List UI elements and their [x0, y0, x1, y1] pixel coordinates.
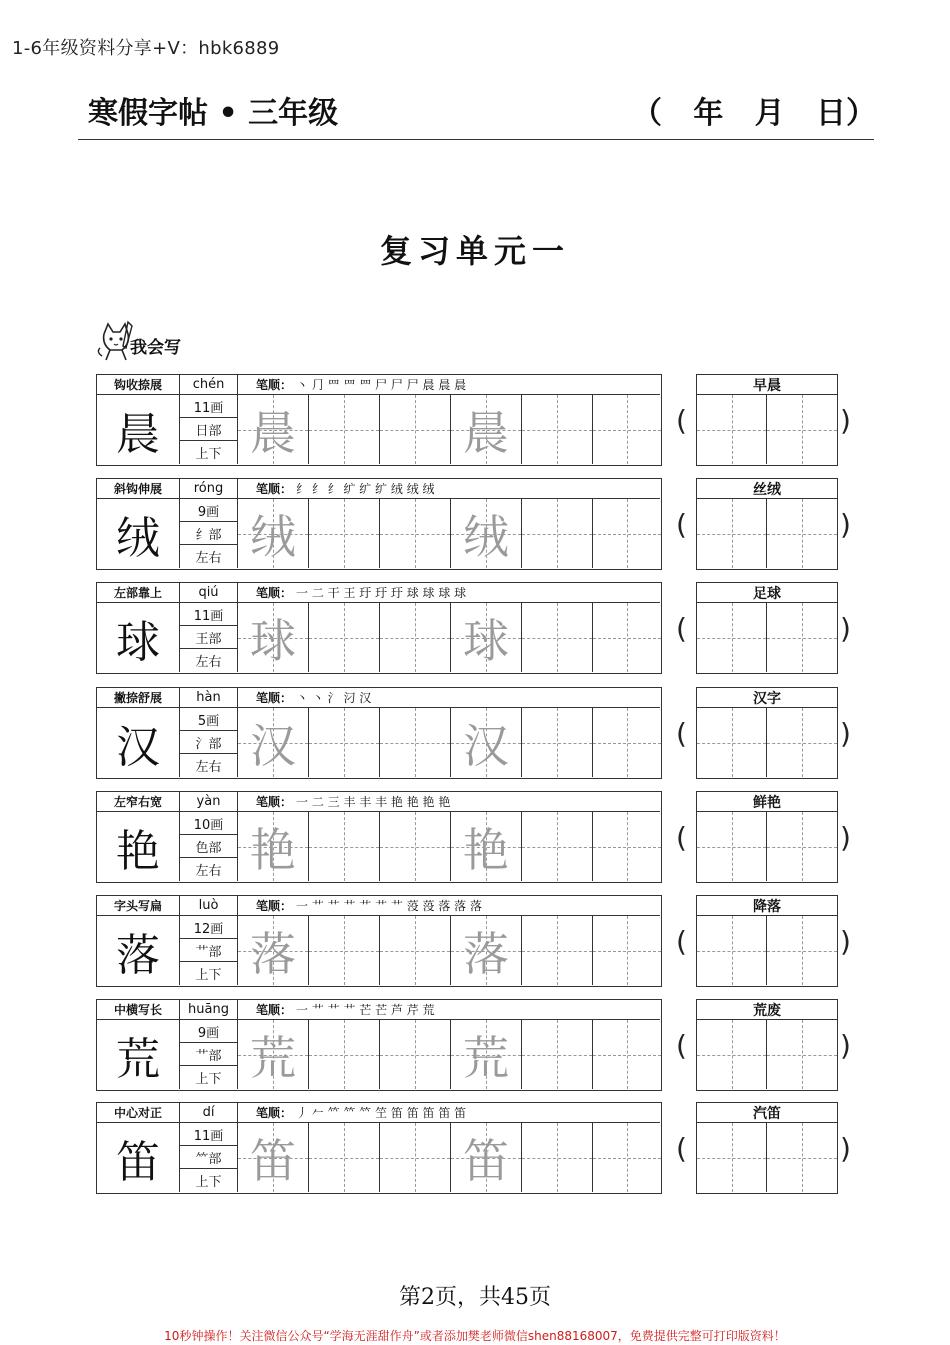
stroke-sequence: 丶 ⺆ 罒 罒 罒 尸 尸 尸 晨 晨 晨 [296, 378, 467, 392]
writing-square[interactable] [309, 812, 380, 881]
practice-row [96, 791, 856, 883]
big-char: 笛 [97, 1123, 180, 1192]
writing-square[interactable] [380, 395, 451, 464]
char-card [96, 791, 662, 883]
writing-square[interactable] [451, 708, 522, 777]
writing-square[interactable] [451, 1123, 522, 1192]
trace-char: 艳 [463, 822, 509, 877]
stroke-sequence: 一 艹 艹 艹 芒 芒 芦 芹 荒 [296, 1003, 435, 1017]
big-char: 球 [97, 603, 180, 672]
word-box [696, 478, 838, 570]
writing-square[interactable] [451, 916, 522, 985]
radical: 艹部 [180, 1043, 238, 1066]
word-writing-square[interactable] [697, 812, 767, 881]
structure: 左右 [180, 858, 238, 881]
big-char: 绒 [97, 499, 180, 568]
stroke-order [238, 1103, 660, 1123]
trace-char: 笛 [250, 1133, 296, 1188]
stroke-count: 11画 [180, 395, 238, 418]
word-writing-square[interactable] [697, 395, 767, 464]
pinyin: chén [180, 375, 238, 395]
writing-tip: 中横写长 [97, 1000, 180, 1020]
writing-square[interactable] [309, 1020, 380, 1089]
char-card [96, 1102, 662, 1194]
stroke-prefix: 笔顺： [256, 482, 293, 496]
radical: 日部 [180, 418, 238, 441]
writing-square[interactable] [309, 708, 380, 777]
trace-char: 球 [250, 613, 296, 668]
word-label: 荒废 [697, 1000, 837, 1020]
trace-char: 荒 [250, 1030, 296, 1085]
stroke-sequence: 丿 𠂉 𥫗 𥫗 𥫗 笁 笛 笛 笛 笛 笛 [296, 1106, 467, 1120]
writing-tip: 左窄右宽 [97, 792, 180, 812]
word-box [696, 1102, 838, 1194]
word-label: 降落 [697, 896, 837, 916]
stroke-order [238, 688, 660, 708]
stroke-count: 9画 [180, 499, 238, 522]
trace-char: 绒 [250, 509, 296, 564]
pinyin: hàn [180, 688, 238, 708]
word-box [696, 374, 838, 466]
radical: ⺮部 [180, 1146, 238, 1169]
word-box [696, 687, 838, 779]
stroke-prefix: 笔顺： [256, 1106, 293, 1120]
trace-char: 笛 [463, 1133, 509, 1188]
word-writing-square[interactable] [767, 603, 837, 672]
writing-square[interactable] [451, 603, 522, 672]
trace-char: 晨 [463, 405, 509, 460]
writing-tip: 中心对正 [97, 1103, 180, 1123]
writing-square[interactable] [522, 395, 593, 464]
writing-square[interactable] [238, 499, 309, 568]
stroke-sequence: 一 艹 艹 艹 艹 艹 艹 莈 莈 落 落 落 [296, 899, 482, 913]
trace-char: 晨 [250, 405, 296, 460]
word-box [696, 582, 838, 674]
practice-row [96, 374, 856, 466]
structure: 上下 [180, 1169, 238, 1192]
stroke-count: 10画 [180, 812, 238, 835]
paren-close: ) [840, 1132, 851, 1165]
writing-square[interactable] [238, 395, 309, 464]
writing-square[interactable] [238, 916, 309, 985]
structure: 左右 [180, 754, 238, 777]
trace-char: 荒 [463, 1030, 509, 1085]
big-char: 荒 [97, 1020, 180, 1089]
writing-square[interactable] [238, 812, 309, 881]
writing-square[interactable] [238, 1020, 309, 1089]
char-card [96, 582, 662, 674]
paren-open: ( [676, 1029, 687, 1062]
writing-square[interactable] [522, 916, 593, 985]
writing-square[interactable] [309, 395, 380, 464]
stroke-prefix: 笔顺： [256, 899, 293, 913]
practice-row [96, 1102, 856, 1194]
stroke-prefix: 笔顺： [256, 378, 293, 392]
word-box [696, 999, 838, 1091]
writing-square[interactable] [522, 1123, 593, 1192]
section-title: 复习单元一 [379, 232, 570, 270]
paren-open: ( [676, 717, 687, 750]
writing-square[interactable] [380, 603, 451, 672]
writing-tip: 字头写扁 [97, 896, 180, 916]
trace-char: 艳 [250, 822, 296, 877]
iwrite-label: 我会写 [130, 338, 181, 358]
word-writing-square[interactable] [767, 708, 837, 777]
paren-close: ) [840, 612, 851, 645]
paren-close: ) [840, 925, 851, 958]
writing-square[interactable] [451, 1020, 522, 1089]
writing-square[interactable] [309, 916, 380, 985]
practice-row [96, 478, 856, 570]
word-writing-square[interactable] [767, 1020, 837, 1089]
stroke-prefix: 笔顺： [256, 691, 293, 705]
word-writing-square[interactable] [697, 916, 767, 985]
trace-char: 汉 [463, 718, 509, 773]
word-writing-square[interactable] [697, 499, 767, 568]
pinyin: dí [180, 1103, 238, 1123]
stroke-sequence: 丶 丶 氵 汈 汉 [296, 691, 372, 705]
pinyin: yàn [180, 792, 238, 812]
word-box [696, 791, 838, 883]
big-char: 落 [97, 916, 180, 985]
trace-char: 汉 [250, 718, 296, 773]
writing-square[interactable] [522, 1020, 593, 1089]
word-writing-square[interactable] [697, 1020, 767, 1089]
writing-square[interactable] [593, 1020, 661, 1089]
practice-row [96, 582, 856, 674]
word-writing-square[interactable] [767, 812, 837, 881]
writing-tip: 钩收捺展 [97, 375, 180, 395]
stroke-order [238, 792, 660, 812]
writing-square[interactable] [380, 1123, 451, 1192]
paren-close: ) [840, 821, 851, 854]
paren-close: ) [840, 508, 851, 541]
writing-tip: 斜钩伸展 [97, 479, 180, 499]
char-card [96, 374, 662, 466]
paren-close: ) [840, 717, 851, 750]
writing-square[interactable] [380, 916, 451, 985]
writing-square[interactable] [593, 916, 661, 985]
stroke-prefix: 笔顺： [256, 795, 293, 809]
practice-row [96, 999, 856, 1091]
pinyin: róng [180, 479, 238, 499]
stroke-sequence: 一 二 三 丰 丰 丰 艳 艳 艳 艳 [296, 795, 451, 809]
stroke-prefix: 笔顺： [256, 1003, 293, 1017]
word-writing-square[interactable] [697, 603, 767, 672]
paren-close: ) [840, 1029, 851, 1062]
writing-square[interactable] [522, 708, 593, 777]
paren-close: ) [840, 404, 851, 437]
practice-row [96, 687, 856, 779]
writing-square[interactable] [380, 1020, 451, 1089]
pinyin: huāng [180, 1000, 238, 1020]
structure: 上下 [180, 1066, 238, 1089]
pinyin: luò [180, 896, 238, 916]
structure: 左右 [180, 545, 238, 568]
radical: 氵部 [180, 731, 238, 754]
stroke-count: 5画 [180, 708, 238, 731]
watermark-top: 1-6年级资料分享+V：hbk6889 [12, 38, 280, 59]
stroke-sequence: 一 二 干 王 玗 玗 玗 球 球 球 球 [296, 586, 467, 600]
header-title: 寒假字帖 • 三年级 [88, 96, 339, 131]
radical: 王部 [180, 626, 238, 649]
word-writing-square[interactable] [767, 395, 837, 464]
footer-note: 10秒钟操作！关注微信公众号“学海无涯甜作舟”或者添加樊老师微信shen88168007，免费提供完整可打印版资料！ [164, 1329, 786, 1343]
writing-square[interactable] [238, 1123, 309, 1192]
big-char: 艳 [97, 812, 180, 881]
writing-square[interactable] [451, 395, 522, 464]
writing-square[interactable] [593, 812, 661, 881]
stroke-prefix: 笔顺： [256, 586, 293, 600]
word-label: 鲜艳 [697, 792, 837, 812]
writing-square[interactable] [380, 708, 451, 777]
writing-square[interactable] [593, 499, 661, 568]
writing-square[interactable] [593, 1123, 661, 1192]
word-box [696, 895, 838, 987]
writing-square[interactable] [451, 812, 522, 881]
word-writing-square[interactable] [697, 708, 767, 777]
stroke-count: 11画 [180, 603, 238, 626]
writing-square[interactable] [522, 812, 593, 881]
paren-open: ( [676, 821, 687, 854]
page-number: 第2页，共45页 [399, 1285, 551, 1310]
stroke-sequence: 纟 纟 纟 纩 纩 纩 绒 绒 绒 [296, 482, 435, 496]
trace-char: 落 [250, 926, 296, 981]
word-label: 汉字 [697, 688, 837, 708]
word-label: 早晨 [697, 375, 837, 395]
iwrite-heading [96, 316, 181, 362]
writing-square[interactable] [593, 603, 661, 672]
word-writing-square[interactable] [767, 1123, 837, 1192]
writing-square[interactable] [593, 395, 661, 464]
writing-square[interactable] [522, 603, 593, 672]
stroke-order [238, 375, 660, 395]
writing-square[interactable] [380, 812, 451, 881]
header-date: （ 年 月 日） [632, 96, 876, 131]
trace-char: 球 [463, 613, 509, 668]
stroke-count: 12画 [180, 916, 238, 939]
writing-square[interactable] [380, 499, 451, 568]
word-writing-square[interactable] [767, 499, 837, 568]
header-rule [78, 139, 874, 140]
char-card [96, 478, 662, 570]
radical: 纟部 [180, 522, 238, 545]
trace-char: 落 [463, 926, 509, 981]
word-writing-square[interactable] [767, 916, 837, 985]
word-label: 丝绒 [697, 479, 837, 499]
writing-square[interactable] [238, 708, 309, 777]
writing-square[interactable] [451, 499, 522, 568]
paren-open: ( [676, 508, 687, 541]
structure: 左右 [180, 649, 238, 672]
word-label: 汽笛 [697, 1103, 837, 1123]
practice-row [96, 895, 856, 987]
big-char: 晨 [97, 395, 180, 464]
trace-char: 绒 [463, 509, 509, 564]
word-label: 足球 [697, 583, 837, 603]
structure: 上下 [180, 962, 238, 985]
writing-square[interactable] [309, 499, 380, 568]
writing-square[interactable] [238, 603, 309, 672]
stroke-order [238, 896, 660, 916]
stroke-order [238, 583, 660, 603]
radical: 艹部 [180, 939, 238, 962]
char-card [96, 687, 662, 779]
writing-square[interactable] [522, 499, 593, 568]
big-char: 汉 [97, 708, 180, 777]
pinyin: qiú [180, 583, 238, 603]
writing-tip: 撇捺舒展 [97, 688, 180, 708]
paren-open: ( [676, 925, 687, 958]
char-card [96, 999, 662, 1091]
paren-open: ( [676, 1132, 687, 1165]
stroke-count: 11画 [180, 1123, 238, 1146]
writing-square[interactable] [309, 1123, 380, 1192]
structure: 上下 [180, 441, 238, 464]
paren-open: ( [676, 404, 687, 437]
radical: 色部 [180, 835, 238, 858]
word-writing-square[interactable] [697, 1123, 767, 1192]
stroke-count: 9画 [180, 1020, 238, 1043]
paren-open: ( [676, 612, 687, 645]
writing-square[interactable] [309, 603, 380, 672]
writing-tip: 左部靠上 [97, 583, 180, 603]
stroke-order [238, 479, 660, 499]
stroke-order [238, 1000, 660, 1020]
writing-square[interactable] [593, 708, 661, 777]
char-card [96, 895, 662, 987]
